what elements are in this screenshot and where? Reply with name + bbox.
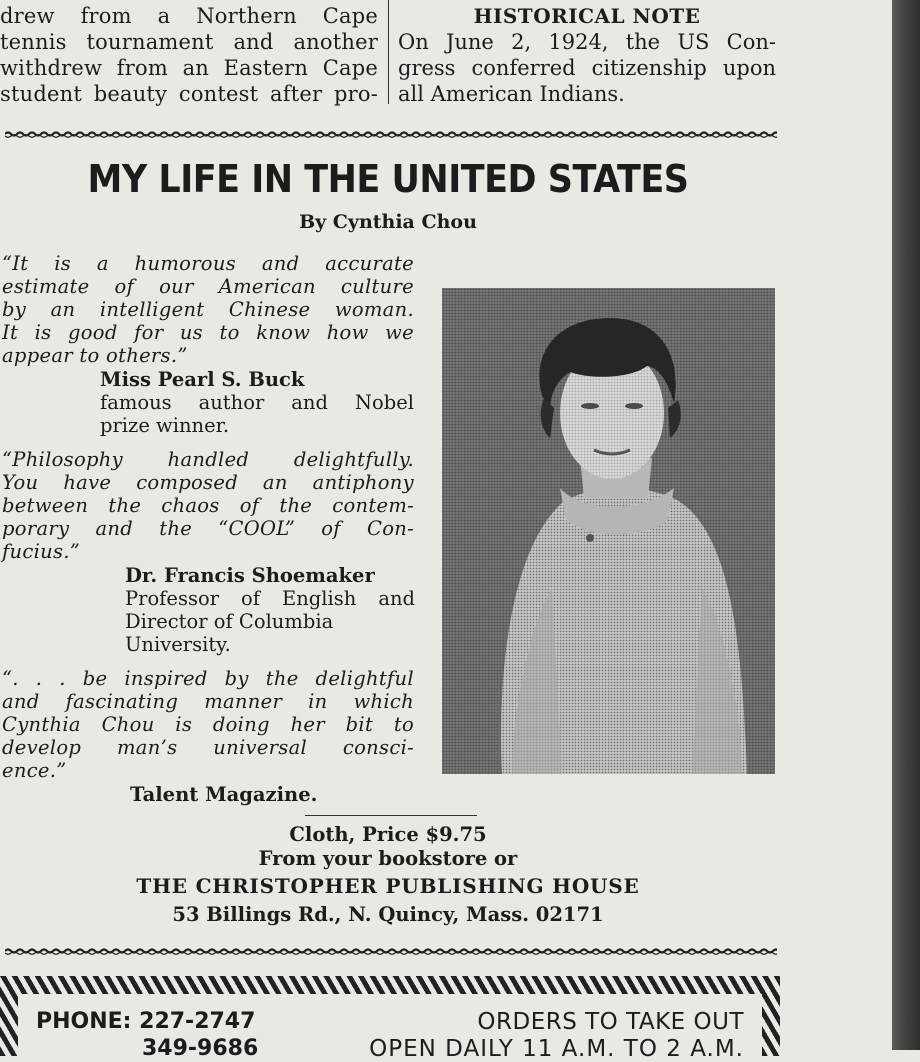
word: humorous: [134, 252, 237, 275]
word: to: [219, 321, 240, 344]
word: upon: [722, 56, 776, 80]
word: contest: [178, 82, 259, 106]
reviewer-name: Miss Pearl S. Buck: [100, 368, 305, 391]
word: intelligent: [99, 298, 205, 321]
word: an: [182, 56, 210, 80]
word: and: [261, 252, 300, 275]
word: be: [82, 667, 108, 690]
word: estimate: [2, 275, 90, 298]
publisher-address: 53 Billings Rd., N. Quincy, Mass. 02171: [172, 903, 604, 926]
word: composed: [136, 471, 238, 494]
word: the: [108, 494, 142, 517]
review-attribution-3: [130, 783, 420, 806]
word: an: [262, 471, 288, 494]
word: to: [393, 713, 414, 736]
author-photo: [442, 288, 775, 774]
word: our: [159, 275, 194, 298]
text-line: [2, 275, 414, 298]
word: student: [0, 82, 82, 106]
text-line: ence.”: [2, 759, 67, 782]
word: tennis: [0, 30, 67, 54]
word: in: [308, 690, 328, 713]
text-line: [0, 3, 378, 29]
word: handled: [167, 448, 250, 471]
word: delightful: [315, 667, 414, 690]
word: and: [95, 517, 134, 540]
wavy-divider: [5, 945, 777, 957]
word: is: [175, 713, 193, 736]
reviewer-description: University.: [125, 633, 231, 656]
word: the: [265, 667, 299, 690]
word: from: [116, 56, 168, 80]
word: of: [239, 494, 260, 517]
word: “.: [2, 667, 19, 690]
restaurant-phone: PHONE: 227-2747: [36, 1009, 256, 1034]
word: .: [35, 667, 43, 690]
word: doing: [212, 713, 270, 736]
word: “Philosophy: [2, 448, 123, 471]
word: the: [625, 30, 661, 54]
text-line: [0, 81, 378, 107]
word: by: [224, 667, 249, 690]
book-ad-title: MY LIFE IN THE UNITED STATES: [87, 158, 689, 202]
word: Cape: [322, 56, 378, 80]
word: Northern: [196, 4, 297, 28]
word: by: [2, 298, 27, 321]
historical-note-last-line: all American Indians.: [398, 82, 625, 106]
publisher-name: THE CHRISTOPHER PUBLISHING HOUSE: [136, 874, 640, 898]
text-line: [2, 736, 414, 759]
word: bit: [345, 713, 374, 736]
word: US: [677, 30, 710, 54]
word: Chinese: [228, 298, 311, 321]
word: On: [398, 30, 429, 54]
text-line: [2, 298, 414, 321]
word: Cape: [322, 4, 378, 28]
word: Nobel: [354, 391, 414, 414]
word: Cynthia: [2, 713, 81, 736]
word: conferred: [471, 56, 576, 80]
word: of: [114, 275, 135, 298]
word: famous: [100, 391, 172, 414]
word: and: [291, 391, 328, 414]
word: author: [198, 391, 265, 414]
word: beauty: [93, 82, 168, 106]
column-rule: [388, 0, 389, 104]
text-line: [0, 55, 378, 81]
word: tournament: [86, 30, 214, 54]
review-attribution-1: [100, 368, 414, 437]
word: citizenship: [591, 56, 707, 80]
article-fragment: [0, 3, 378, 107]
word: and: [2, 690, 40, 713]
reviewer-description: Director of Columbia: [125, 610, 334, 633]
word: the: [159, 517, 193, 540]
text-line: [2, 667, 414, 690]
word: inspired: [124, 667, 208, 690]
review-quote-3: [2, 667, 414, 782]
word: for: [134, 321, 164, 344]
word: have: [63, 471, 112, 494]
restaurant-phone-2: 349-9686: [142, 1036, 259, 1061]
word: accurate: [325, 252, 414, 275]
review-quote-2: [2, 448, 414, 563]
text-line: [2, 713, 414, 736]
word: after: [270, 82, 323, 106]
review-quote-1: [2, 252, 414, 367]
word: develop: [2, 736, 82, 759]
word: an: [50, 298, 76, 321]
word: which: [353, 690, 414, 713]
word: Con-: [726, 30, 776, 54]
word: .: [59, 667, 66, 690]
word: the: [279, 494, 313, 517]
reviewer-name: Dr. Francis Shoemaker: [125, 564, 375, 587]
price-rule: [305, 815, 477, 816]
word: It: [2, 321, 19, 344]
word: another: [293, 30, 378, 54]
word: 1924,: [548, 30, 609, 54]
word: manner: [204, 690, 283, 713]
word: antiphony: [312, 471, 414, 494]
text-line: [2, 471, 414, 494]
text-line: [2, 517, 414, 540]
word: withdrew: [0, 56, 103, 80]
word: American: [218, 275, 316, 298]
word: from: [80, 4, 132, 28]
word: consci-: [342, 736, 414, 759]
word: Chou: [101, 713, 155, 736]
historical-note-title: HISTORICAL NOTE: [473, 4, 701, 28]
word: is: [54, 252, 72, 275]
text-line: [100, 391, 414, 414]
word: is: [34, 321, 52, 344]
takeout-text: ORDERS TO TAKE OUT: [477, 1009, 744, 1035]
word: of: [321, 517, 341, 540]
word: “It: [2, 252, 29, 275]
reviewer-description: prize winner.: [100, 414, 230, 437]
word: gress: [398, 56, 456, 80]
word: delightfully.: [293, 448, 414, 471]
hours-text: OPEN DAILY 11 A.M. TO 2 A.M.: [369, 1036, 744, 1062]
bookstore-text: From your bookstore or: [258, 847, 518, 870]
text-line: [2, 448, 414, 471]
word: us: [179, 321, 203, 344]
text-line: fucius.”: [2, 540, 81, 563]
word: Con-: [366, 517, 414, 540]
text-line: [2, 321, 414, 344]
word: porary: [2, 517, 70, 540]
word: and: [378, 587, 415, 610]
word: pro-: [333, 82, 378, 106]
word: a: [96, 252, 109, 275]
word: fascinating: [65, 690, 179, 713]
word: Professor: [125, 587, 220, 610]
reviewer-name: Talent Magazine.: [130, 783, 318, 806]
text-line: [398, 55, 776, 81]
word: “COOL”: [218, 517, 296, 540]
word: drew: [0, 4, 55, 28]
text-line: [2, 690, 414, 713]
word: of: [241, 587, 260, 610]
wavy-divider: [5, 128, 777, 140]
word: chaos: [161, 494, 220, 517]
review-attribution-2: [125, 564, 415, 656]
text-line: [2, 252, 414, 275]
text-line: [125, 587, 415, 610]
word: universal: [213, 736, 308, 759]
word: and: [233, 30, 274, 54]
word: man’s: [117, 736, 178, 759]
word: how: [326, 321, 369, 344]
word: know: [256, 321, 311, 344]
word: between: [2, 494, 89, 517]
word: good: [67, 321, 118, 344]
historical-note: [398, 3, 776, 107]
word: we: [385, 321, 414, 344]
book-ad-byline: By Cynthia Chou: [299, 211, 477, 233]
text-line: appear to others.”: [2, 344, 188, 367]
text-line: [0, 29, 378, 55]
text-line: [398, 29, 776, 55]
text-line: [2, 494, 414, 517]
binding-edge: [892, 0, 920, 1050]
word: contem-: [332, 494, 414, 517]
word: her: [290, 713, 325, 736]
word: culture: [340, 275, 414, 298]
price-text: Cloth, Price $9.75: [289, 823, 487, 846]
word: June: [445, 30, 494, 54]
word: You: [2, 471, 39, 494]
word: 2,: [511, 30, 532, 54]
word: woman.: [334, 298, 414, 321]
word: English: [281, 587, 357, 610]
word: Eastern: [223, 56, 309, 80]
word: a: [157, 4, 171, 28]
